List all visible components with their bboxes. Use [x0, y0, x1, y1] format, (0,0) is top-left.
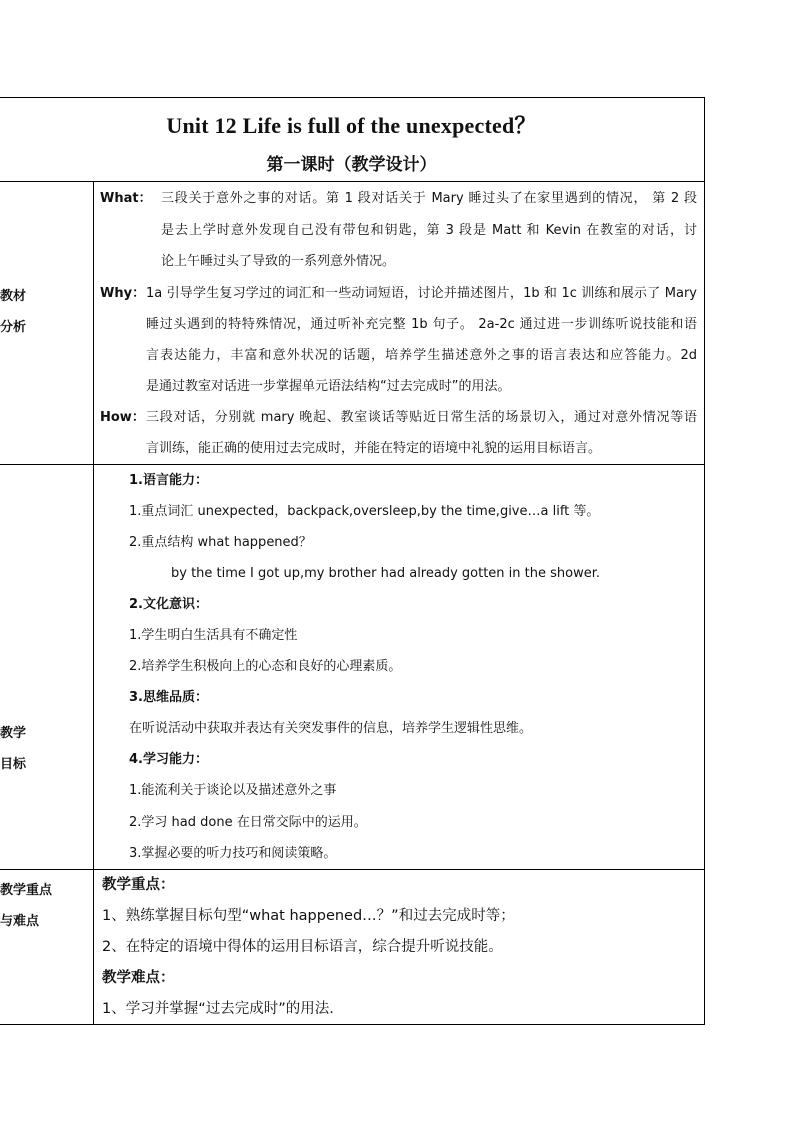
- why-text: 睡过头遇到的特特殊情况，通过听补充完整 1b 句子。 2a-2c 通过进一步训练听说技能和语: [146, 317, 697, 332]
- how-text: 三段对话，分别就 mary 晚起、教室谈话等贴近日常生活的场景切入，通过对意外情况等语: [146, 410, 697, 425]
- row-divider: [0, 181, 704, 182]
- key-points-label: 与难点: [0, 914, 40, 929]
- section-heading: 2.文化意识：: [129, 597, 208, 612]
- lesson-plan-table: [0, 97, 705, 1025]
- what-text: 三段关于意外之事的对话。第 1 段对话关于 Mary 睡过头了在家里遇到的情况， 第 2 段: [161, 191, 697, 206]
- section-heading: 3.思维品质：: [129, 690, 208, 705]
- objective-item: 3.掌握必要的听力技巧和阅读策略。: [129, 846, 337, 861]
- objectives-label: 教学: [0, 726, 27, 741]
- unit-title: Unit 12 Life is full of the unexpected？: [166, 113, 537, 138]
- section-heading: 1.语言能力：: [129, 473, 208, 488]
- key-point-item: 1、熟练掌握目标句型“what happened…？”和过去完成时等；: [102, 908, 515, 924]
- row-divider: [0, 464, 704, 465]
- what-text: 论上午睡过头了导致的一系列意外情况。: [161, 254, 396, 269]
- why-key: Why：: [100, 286, 146, 301]
- key-point-item: 2、在特定的语境中得体的运用目标语言，综合提升听说技能。: [102, 939, 503, 955]
- objective-item: 2.学习 had done 在日常交际中的运用。: [129, 815, 367, 830]
- why-text: 言表达能力，丰富和意外状况的话题，培养学生描述意外之事的语言表达和应答能力。2d: [146, 348, 697, 363]
- lesson-subtitle: 第一课时（教学设计）: [266, 155, 437, 175]
- objective-item: 在听说活动中获取并表达有关突发事件的信息，培养学生逻辑性思维。: [129, 721, 533, 736]
- how-text: 言训练，能正确的使用过去完成时，并能在特定的语境中礼貌的运用目标语言。: [146, 441, 602, 456]
- objective-item: by the time I got up,my brother had already gotten in the shower.: [171, 566, 601, 581]
- objective-item: 1.重点词汇 unexpected，backpack,oversleep,by the time,give…a lift 等。: [129, 504, 600, 519]
- why-text: 是通过教室对话进一步掌握单元语法结构“过去完成时”的用法。: [146, 379, 511, 394]
- key-points-label: 教学重点: [0, 883, 53, 898]
- what-text: 是去上学时意外发现自己没有带包和钥匙，第 3 段是 Matt 和 Kevin 在教室的对话，讨: [161, 223, 697, 238]
- column-divider: [93, 181, 94, 1024]
- how-key: How：: [100, 410, 145, 425]
- row-divider: [0, 869, 704, 870]
- objectives-label: 目标: [0, 757, 27, 772]
- objective-item: 1.学生明白生活具有不确定性: [129, 628, 298, 643]
- objective-item: 2.重点结构 what happened？: [129, 535, 312, 550]
- section-heading: 教学难点：: [102, 970, 175, 986]
- key-point-item: 1、学习并掌握“过去完成时”的用法.: [102, 1001, 334, 1017]
- objective-item: 1.能流利关于谈论以及描述意外之事: [129, 783, 337, 798]
- analysis-label: 教材: [0, 289, 27, 304]
- what-key: What：: [100, 191, 152, 206]
- section-heading: 教学重点：: [102, 877, 175, 893]
- why-text: 1a 引导学生复习学过的词汇和一些动词短语，讨论并描述图片，1b 和 1c 训练和展示了 Mary: [146, 286, 697, 301]
- analysis-label: 分析: [0, 320, 27, 335]
- section-heading: 4.学习能力：: [129, 752, 208, 767]
- objective-item: 2.培养学生积极向上的心态和良好的心理素质。: [129, 659, 402, 674]
